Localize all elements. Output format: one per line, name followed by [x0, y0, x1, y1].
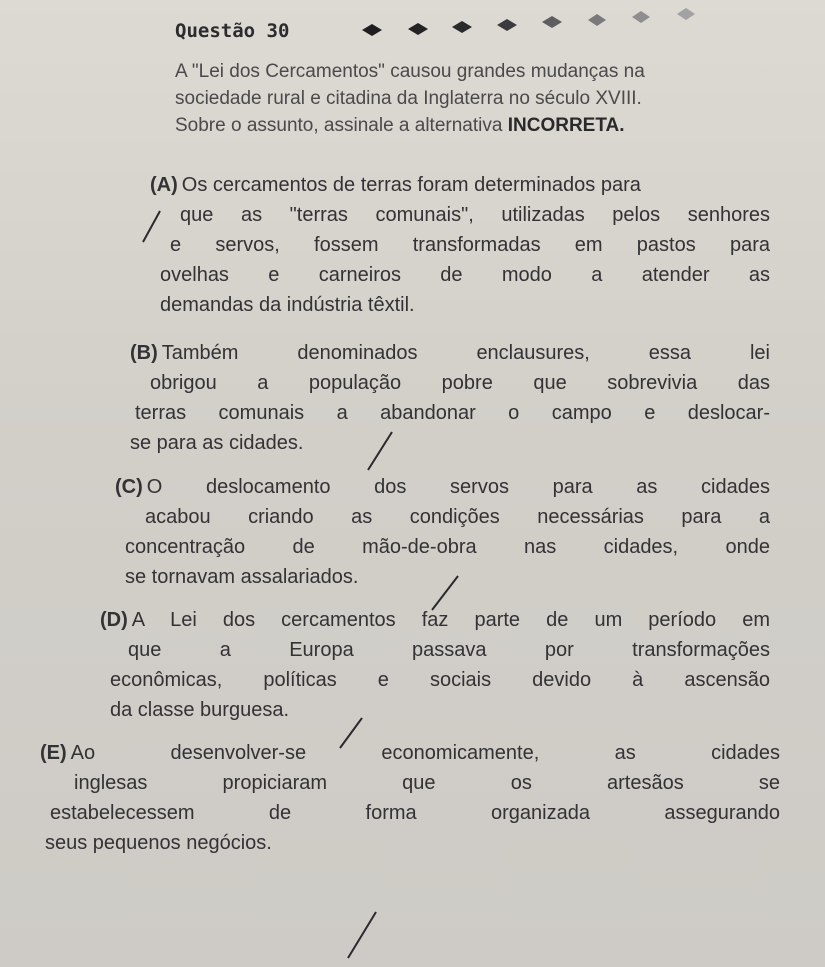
- option-text: Os cercamentos de terras foram determinados para: [181, 174, 641, 196]
- option-text: acabou criando as condições necessárias para a: [145, 506, 770, 528]
- option-text: e servos, fossem transformadas em pastos para: [170, 234, 770, 256]
- option-text: ovelhas e carneiros de modo a atender as: [160, 264, 770, 286]
- question-statement: [175, 58, 800, 139]
- option-text: A Lei dos cercamentos faz parte de um período em: [131, 609, 770, 631]
- option-first-line: [115, 472, 770, 502]
- pen-checkmark-e: [348, 912, 376, 958]
- option-text: seus pequenos negócios.: [45, 832, 272, 854]
- option-letter: (B): [130, 342, 158, 364]
- option-text: se para as cidades.: [130, 432, 304, 454]
- option-e[interactable]: [40, 738, 780, 858]
- option-text: Ao desenvolver-se economicamente, as cidades: [70, 742, 780, 764]
- diamond-icon: [362, 8, 695, 36]
- option-text: estabelecessem de forma organizada assegurando: [50, 802, 780, 824]
- option-letter: (D): [100, 609, 128, 631]
- question-title: Questão 30: [175, 20, 290, 42]
- option-a[interactable]: [150, 170, 770, 320]
- option-b[interactable]: [130, 338, 770, 458]
- option-first-line: [150, 170, 770, 200]
- option-text: econômicas, políticas e sociais devido à ascensão: [110, 669, 770, 691]
- option-first-line: [100, 605, 770, 635]
- option-letter: (C): [115, 476, 143, 498]
- option-first-line: [130, 338, 770, 368]
- option-letter: (E): [40, 742, 67, 764]
- statement-text: Sobre o assunto, assinale a alternativa: [175, 115, 503, 136]
- option-text: que a Europa passava por transformações: [128, 639, 770, 661]
- statement-line: sociedade rural e citadina da Inglaterra no século XVIII.: [175, 88, 642, 109]
- option-text: O deslocamento dos servos para as cidades: [146, 476, 770, 498]
- statement-line: A "Lei dos Cercamentos" causou grandes mudanças na: [175, 61, 645, 82]
- option-text: inglesas propiciaram que os artesãos se: [74, 772, 780, 794]
- option-text: que as "terras comunais", utilizadas pelos senhores: [180, 204, 770, 226]
- option-text: Também denominados enclausures, essa lei: [161, 342, 770, 364]
- option-text: se tornavam assalariados.: [125, 566, 359, 588]
- decorative-diamond-row: [0, 0, 825, 60]
- option-text: obrigou a população pobre que sobrevivia das: [150, 372, 770, 394]
- option-c[interactable]: [115, 472, 770, 592]
- statement-emphasis: INCORRETA.: [507, 115, 625, 136]
- statement-line: [175, 112, 800, 139]
- option-text: terras comunais a abandonar o campo e deslocar-: [135, 402, 770, 424]
- option-text: da classe burguesa.: [110, 699, 290, 721]
- option-text: demandas da indústria têxtil.: [160, 294, 415, 316]
- option-text: concentração de mão-de-obra nas cidades, onde: [125, 536, 770, 558]
- option-d[interactable]: [100, 605, 770, 725]
- option-first-line: [40, 738, 780, 768]
- option-letter: (A): [150, 174, 178, 196]
